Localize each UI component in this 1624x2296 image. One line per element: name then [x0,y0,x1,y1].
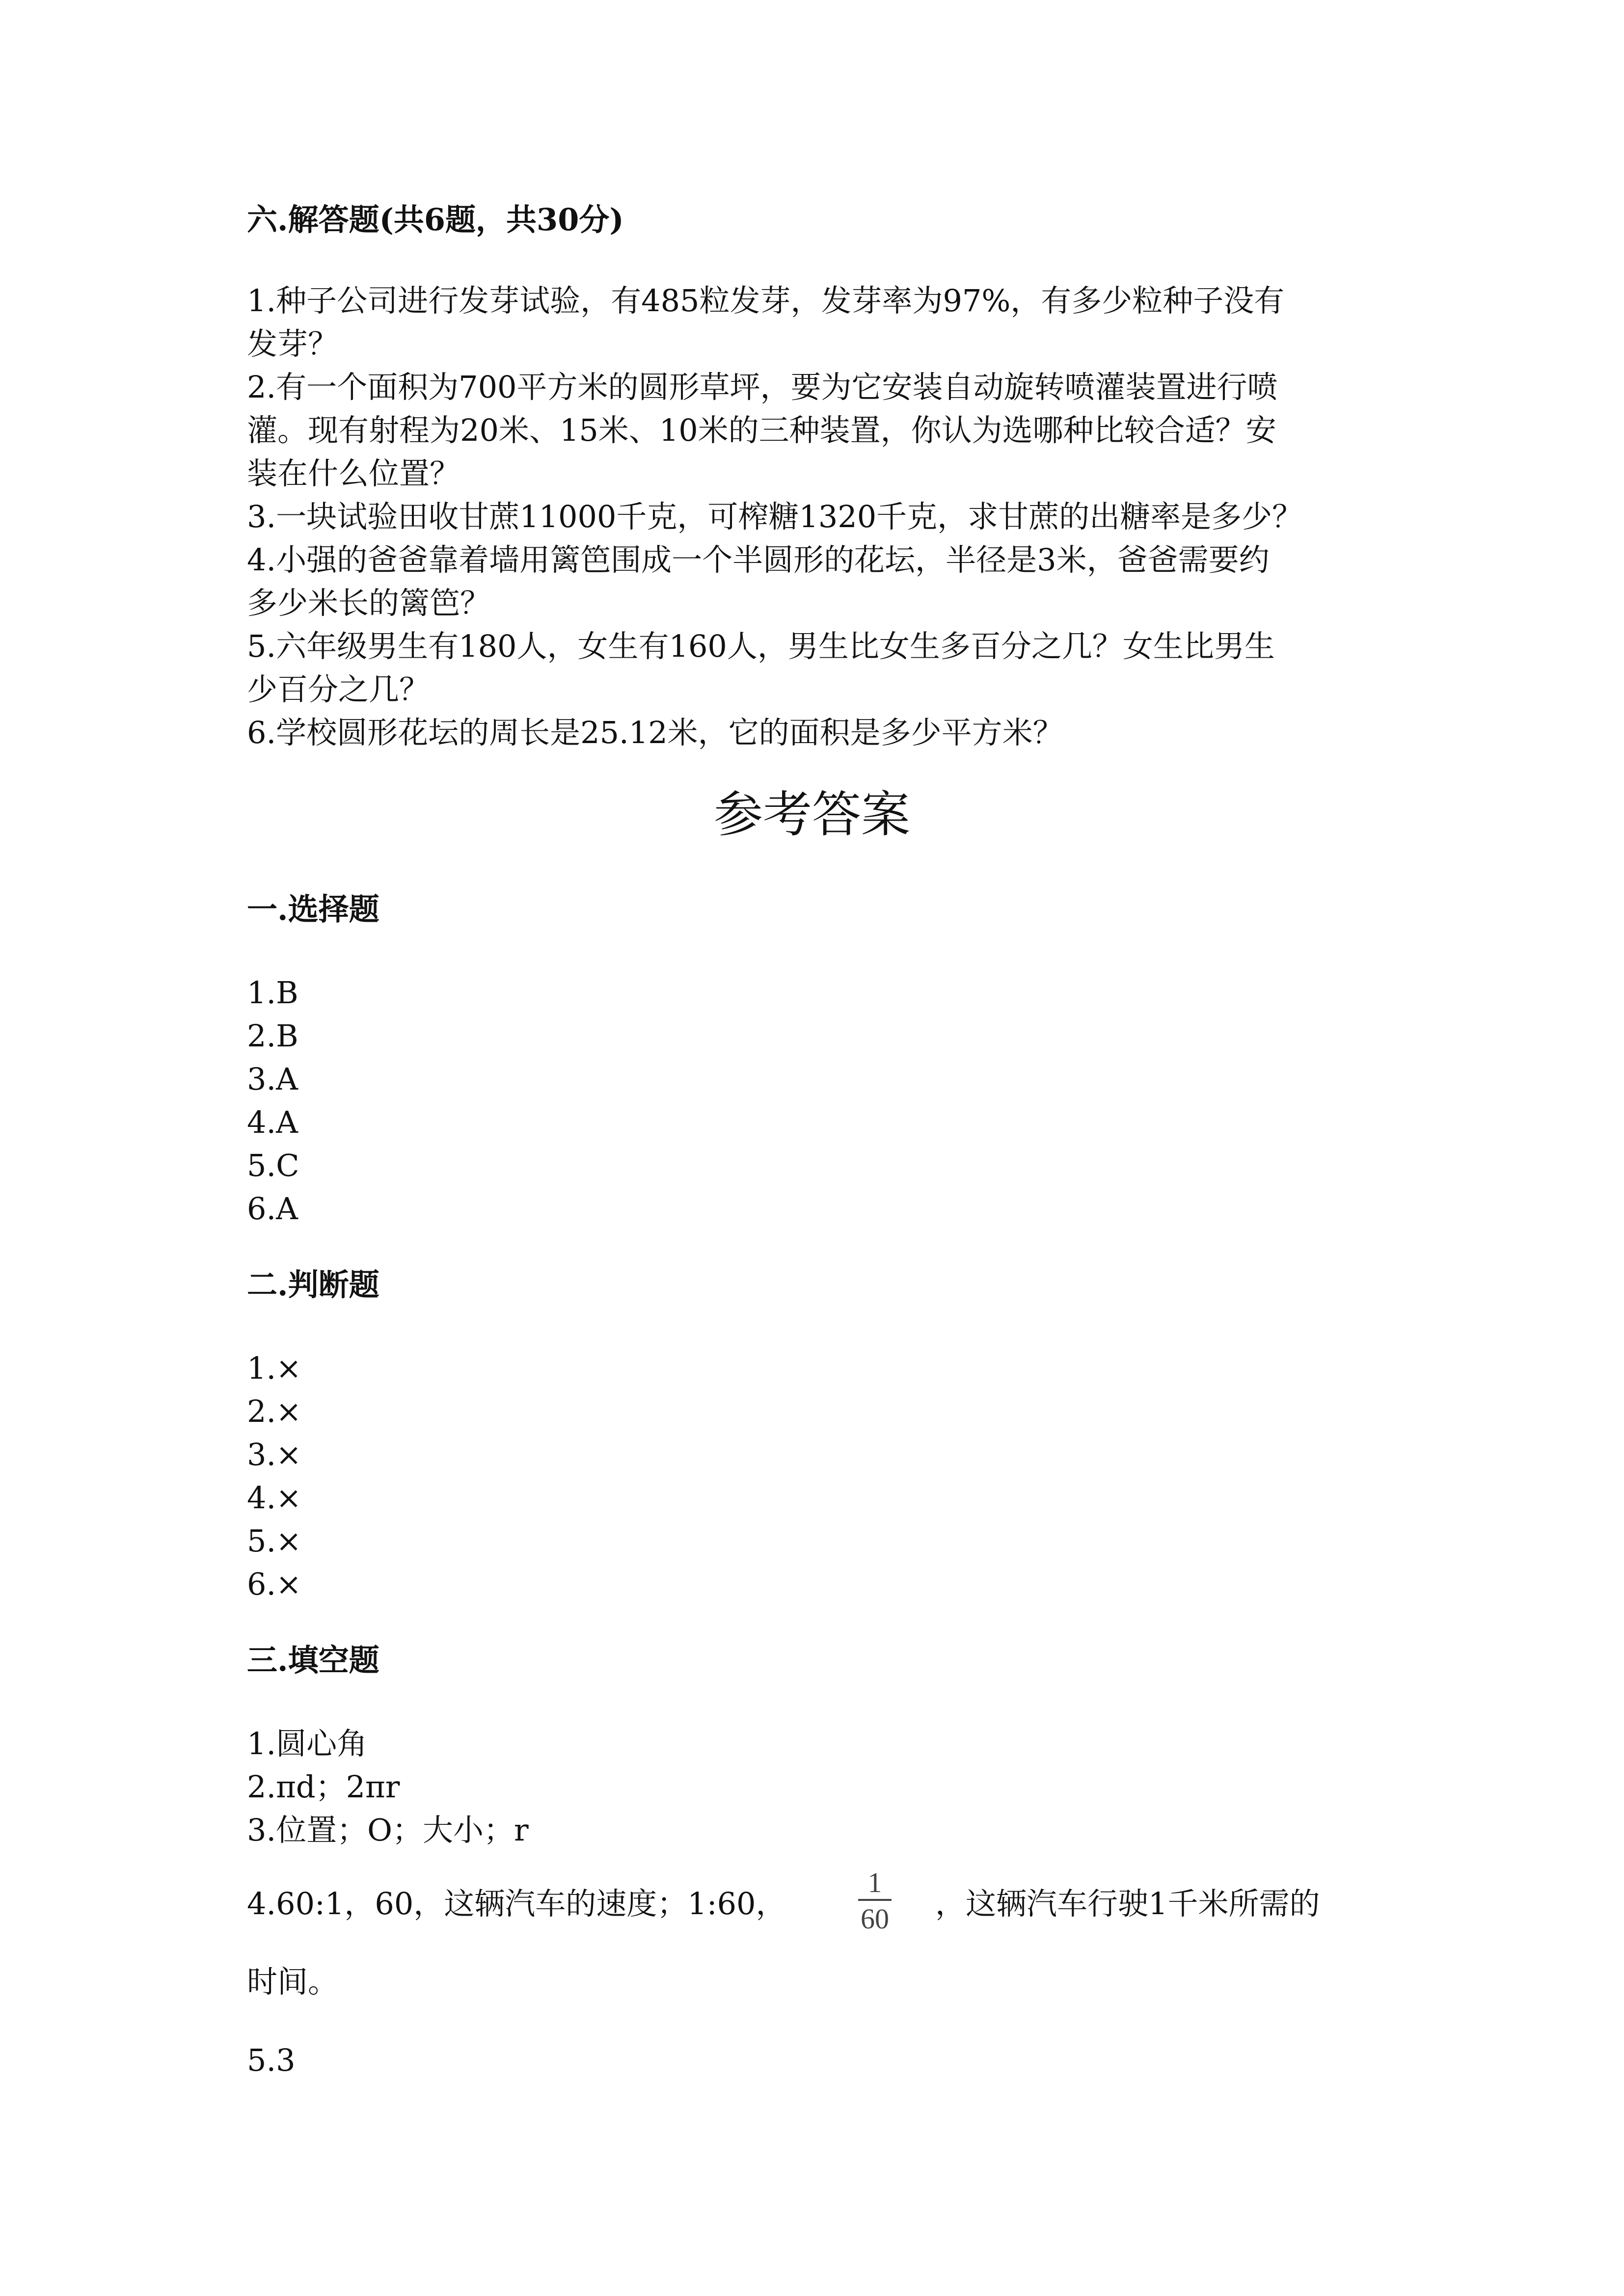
answer-item: 5.× [247,1523,302,1559]
answer-item: 1.× [247,1350,302,1386]
section6-heading: 六.解答题(共6题，共30分) [247,202,624,238]
answer-item: 1.圆心角 [247,1726,368,1762]
answer-item-4-after: ，这辆汽车行驶1千米所需的 [935,1886,1320,1922]
question-line: 3.一块试验田收甘蔗11000千克，可榨糖1320千克，求甘蔗的出糖率是多少？ [247,499,1303,534]
answers-title: 参考答案 [714,786,910,843]
fraction-one-sixtieth [855,1868,894,1934]
fraction-numerator: 1 [867,1867,882,1898]
answer-item: 6.A [247,1191,298,1227]
answer-item: 4.× [247,1480,302,1516]
answer-item: 5.3 [247,2042,296,2078]
answer-item: 5.C [247,1148,299,1183]
fraction-denominator: 60 [861,1903,889,1935]
answer-item-4-before: 4.60:1，60，这辆汽车的速度；1:60， [247,1886,786,1922]
part2-heading: 二.判断题 [247,1267,379,1303]
question-line: 5.六年级男生有180人，女生有160人，男生比女生多百分之几？女生比男生 [247,628,1275,664]
answer-item: 1.B [247,975,298,1011]
question-line: 4.小强的爸爸靠着墙用篱笆围成一个半圆形的花坛，半径是3米，爸爸需要约 [247,542,1270,578]
answer-item: 2.B [247,1018,298,1054]
answer-item: 3.A [247,1061,298,1097]
fraction-bar [858,1899,892,1901]
answer-item: 3.位置；O；大小；r [247,1812,529,1848]
answer-item: 4.A [247,1104,298,1140]
question-line: 多少米长的篱笆？ [247,585,491,621]
question-line: 6.学校圆形花坛的周长是25.12米，它的面积是多少平方米？ [247,715,1063,750]
question-line: 灌。现有射程为20米、15米、10米的三种装置，你认为选哪种比较合适？安 [247,412,1276,448]
question-line: 少百分之几？ [247,671,430,707]
question-line: 1.种子公司进行发芽试验，有485粒发芽，发芽率为97%，有多少粒种子没有 [247,283,1285,319]
question-line: 装在什么位置？ [247,455,460,491]
part1-heading: 一.选择题 [247,891,379,927]
answer-item-4-continuation: 时间。 [247,1964,339,2000]
answer-item: 2.× [247,1393,302,1429]
part3-heading: 三.填空题 [247,1642,379,1678]
answer-item: 3.× [247,1437,302,1472]
question-line: 发芽？ [247,326,339,362]
answer-item: 6.× [247,1566,302,1602]
answer-item: 2.πd；2πr [247,1769,400,1805]
question-line: 2.有一个面积为700平方米的圆形草坪，要为它安装自动旋转喷灌装置进行喷 [247,369,1278,405]
